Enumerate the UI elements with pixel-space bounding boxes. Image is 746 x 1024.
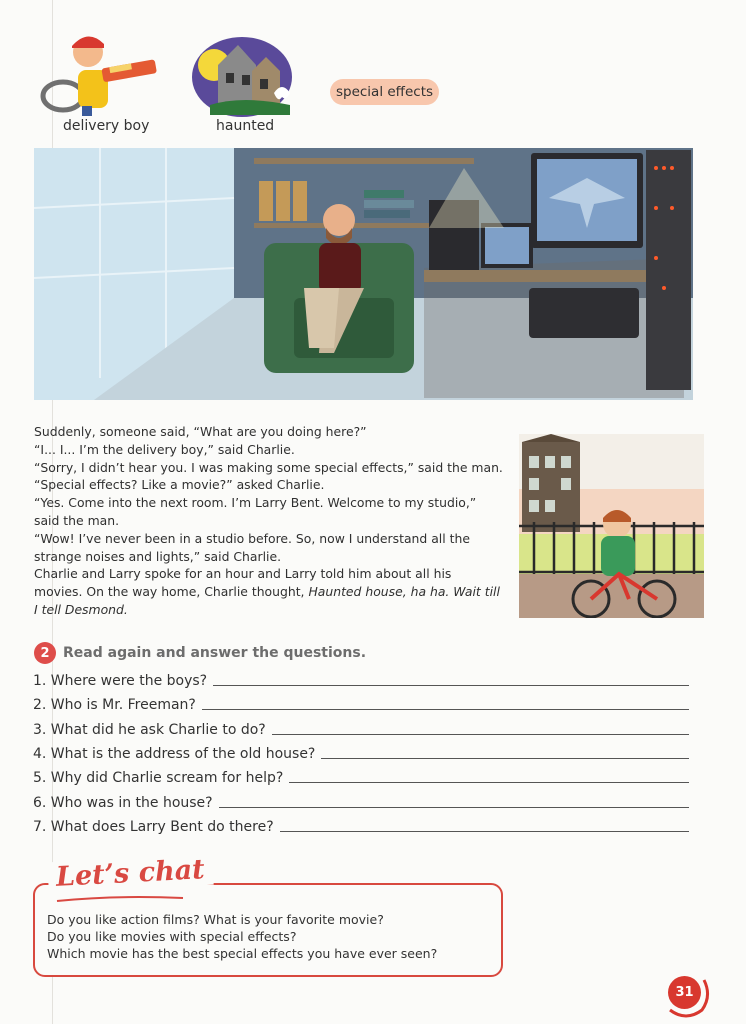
lets-chat-title: Let’s chat xyxy=(47,854,213,894)
boy-on-bicycle-illustration xyxy=(519,434,704,618)
question-text: 6. Who was in the house? xyxy=(33,795,213,811)
question-row xyxy=(33,669,689,689)
story-line xyxy=(34,583,512,601)
chat-prompt: Do you like action films? What is your favorite movie? xyxy=(47,912,384,927)
story-line: “I... I... I’m the delivery boy,” said Charlie. xyxy=(34,441,295,457)
chat-prompt: Which movie has the best special effects you have ever seen? xyxy=(47,946,438,961)
answer-line[interactable] xyxy=(321,743,689,759)
story-text-normal: movies. On the way home, Charlie thought, xyxy=(34,584,309,600)
vocab-pill-special-effects: special effects xyxy=(330,79,439,105)
question-text: 2. Who is Mr. Freeman? xyxy=(33,697,196,713)
question-text: 4. What is the address of the old house? xyxy=(33,746,316,762)
story-line: strange noises and lights,” said Charlie. xyxy=(34,548,282,564)
vocab-label-haunted: haunted xyxy=(216,118,275,134)
studio-scene-illustration xyxy=(34,148,693,400)
answer-line[interactable] xyxy=(202,694,689,710)
story-line: “Yes. Come into the next room. I’m Larry Bent. Welcome to my studio,” xyxy=(34,495,477,511)
story-line: “Special effects? Like a movie?” asked Charlie. xyxy=(34,477,325,493)
answer-line[interactable] xyxy=(213,670,689,686)
title-underline-swoosh xyxy=(55,893,185,905)
haunted-house-icon xyxy=(190,35,298,119)
story-line: Charlie and Larry spoke for an hour and Larry told him about all his xyxy=(34,566,452,582)
vocab-label-delivery-boy: delivery boy xyxy=(63,118,150,134)
exercise-header xyxy=(34,642,366,664)
story-line: “Sorry, I didn’t hear you. I was making some special effects,” said the man. xyxy=(34,459,503,475)
question-row xyxy=(33,693,689,713)
story-line: “Wow! I’ve never been in a studio before. So, now I understand all the xyxy=(34,530,470,546)
question-row xyxy=(33,815,689,835)
question-row xyxy=(33,766,689,786)
chat-prompts xyxy=(47,911,437,962)
story-line: I tell Desmond. xyxy=(34,601,128,617)
answer-line[interactable] xyxy=(219,792,689,808)
exercise-number-badge: 2 xyxy=(34,642,56,664)
question-text: 3. What did he ask Charlie to do? xyxy=(33,722,266,738)
question-text: 7. What does Larry Bent do there? xyxy=(33,819,274,835)
page-number: 31 xyxy=(668,976,701,1009)
answer-line[interactable] xyxy=(272,719,689,735)
question-row xyxy=(33,742,689,762)
question-row xyxy=(33,791,689,811)
exercise-title: Read again and answer the questions. xyxy=(63,645,367,661)
question-row xyxy=(33,718,689,738)
story-thought-italic: Haunted house, ha ha. Wait till xyxy=(308,584,500,600)
chat-prompt: Do you like movies with special effects? xyxy=(47,929,297,944)
question-text: 5. Why did Charlie scream for help? xyxy=(33,770,284,786)
story-text xyxy=(34,423,512,619)
delivery-boy-icon xyxy=(38,30,160,116)
answer-line[interactable] xyxy=(280,816,689,832)
question-text: 1. Where were the boys? xyxy=(33,673,208,689)
story-line: said the man. xyxy=(34,512,120,528)
story-line: Suddenly, someone said, “What are you doing here?” xyxy=(34,424,367,439)
answer-line[interactable] xyxy=(289,767,689,783)
